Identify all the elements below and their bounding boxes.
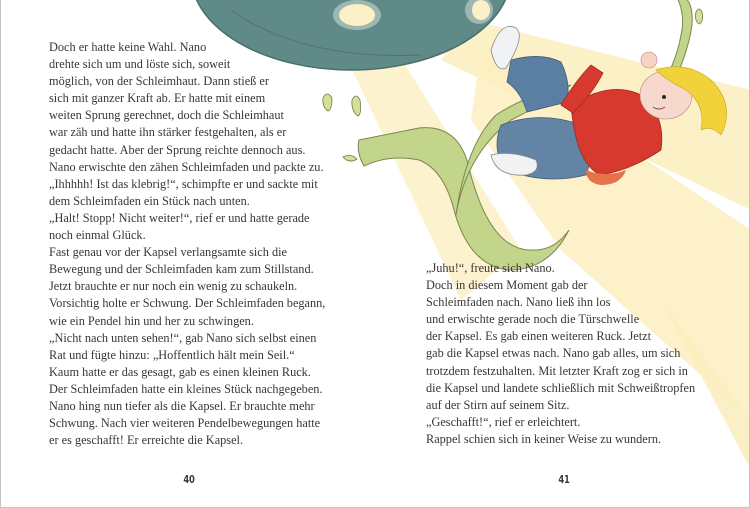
- text-line: dem Schleimfaden ein Stück nach unten.: [49, 193, 250, 208]
- text-line: gedacht hatte. Aber der Sprung reichte dennoch aus.: [49, 142, 306, 157]
- text-line: „Nicht nach unten sehen!“, gab Nano sich selbst einen: [49, 330, 317, 345]
- text-line: drehte sich um und löste sich, soweit: [49, 57, 231, 72]
- text-line: „Juhu!“, freute sich Nano.: [426, 261, 555, 275]
- text-line: die Kapsel und landete schließlich mit Schweißtropfen: [426, 380, 696, 395]
- right-page-text: [426, 260, 695, 448]
- text-line: wie ein Pendel hin und her zu schwingen.: [49, 313, 254, 328]
- text-line: Doch in diesem Moment gab der: [426, 278, 588, 293]
- left-page-text: [49, 39, 325, 449]
- text-line: der Kapsel. Es gab einen weiteren Ruck. Jetzt: [426, 329, 652, 344]
- text-line: möglich, von der Schleimhaut. Dann stieß er: [49, 74, 269, 89]
- text-line: Schleimfaden nach. Nano ließ ihn los: [426, 295, 611, 310]
- text-line: Der Schleimfaden hatte ein kleines Stück nachgegeben.: [49, 381, 323, 396]
- text-line: Bewegung und der Schleimfaden kam zum Stillstand.: [49, 262, 314, 277]
- text-line: Jetzt brauchte er nur noch ein wenig zu schaukeln.: [49, 279, 298, 294]
- text-line: „Halt! Stopp! Nicht weiter!“, rief er und hatte gerade: [49, 210, 310, 225]
- text-line: Fast genau vor der Kapsel verlangsamte sich die: [49, 245, 288, 260]
- text-line: war zäh und hatte ihn stärker festgehalten, als er: [49, 125, 287, 140]
- page-number-right: 41: [558, 474, 570, 486]
- text-line: Rat und fügte hinzu: „Hoffentlich hält mein Seil.“: [49, 347, 295, 362]
- text-line: auf der Stirn auf seinem Sitz.: [426, 397, 570, 412]
- text-line: gab die Kapsel etwas nach. Nano gab alles, um sich: [426, 346, 681, 361]
- text-line: noch einmal Glück.: [49, 228, 146, 243]
- text-line: weiten Sprung gerechnet, doch die Schleimhaut: [49, 108, 284, 123]
- text-line: Rappel schien sich in keiner Weise zu wundern.: [426, 431, 662, 446]
- text-line: „Geschafft!“, rief er erleichtert.: [426, 414, 581, 429]
- page-number-left: 40: [183, 474, 195, 486]
- text-line: er es geschafft! Er erreichte die Kapsel.: [49, 433, 244, 448]
- text-line: „Ihhhhh! Ist das klebrig!“, schimpfte er und sackte mit: [49, 176, 318, 191]
- text-line: Doch er hatte keine Wahl. Nano: [49, 40, 207, 54]
- text-line: Nano erwischte den zähen Schleimfaden und packte zu.: [49, 159, 324, 174]
- text-line: Nano hing nun tiefer als die Kapsel. Er brauchte mehr: [49, 398, 315, 413]
- text-line: Schwung. Nach vier weiteren Pendelbewegungen hatte: [49, 416, 321, 431]
- text-line: Vorsichtig holte er Schwung. Der Schleimfaden begann,: [49, 296, 326, 311]
- text-line: und erwischte gerade noch die Türschwelle: [426, 312, 640, 327]
- text-line: Kaum hatte er das gesagt, gab es einen kleinen Ruck.: [49, 364, 311, 379]
- text-line: sich mit ganzer Kraft ab. Er hatte mit einem: [49, 91, 266, 106]
- text-line: trotzdem festzuhalten. Mit letzter Kraft zog er sich in: [426, 363, 688, 378]
